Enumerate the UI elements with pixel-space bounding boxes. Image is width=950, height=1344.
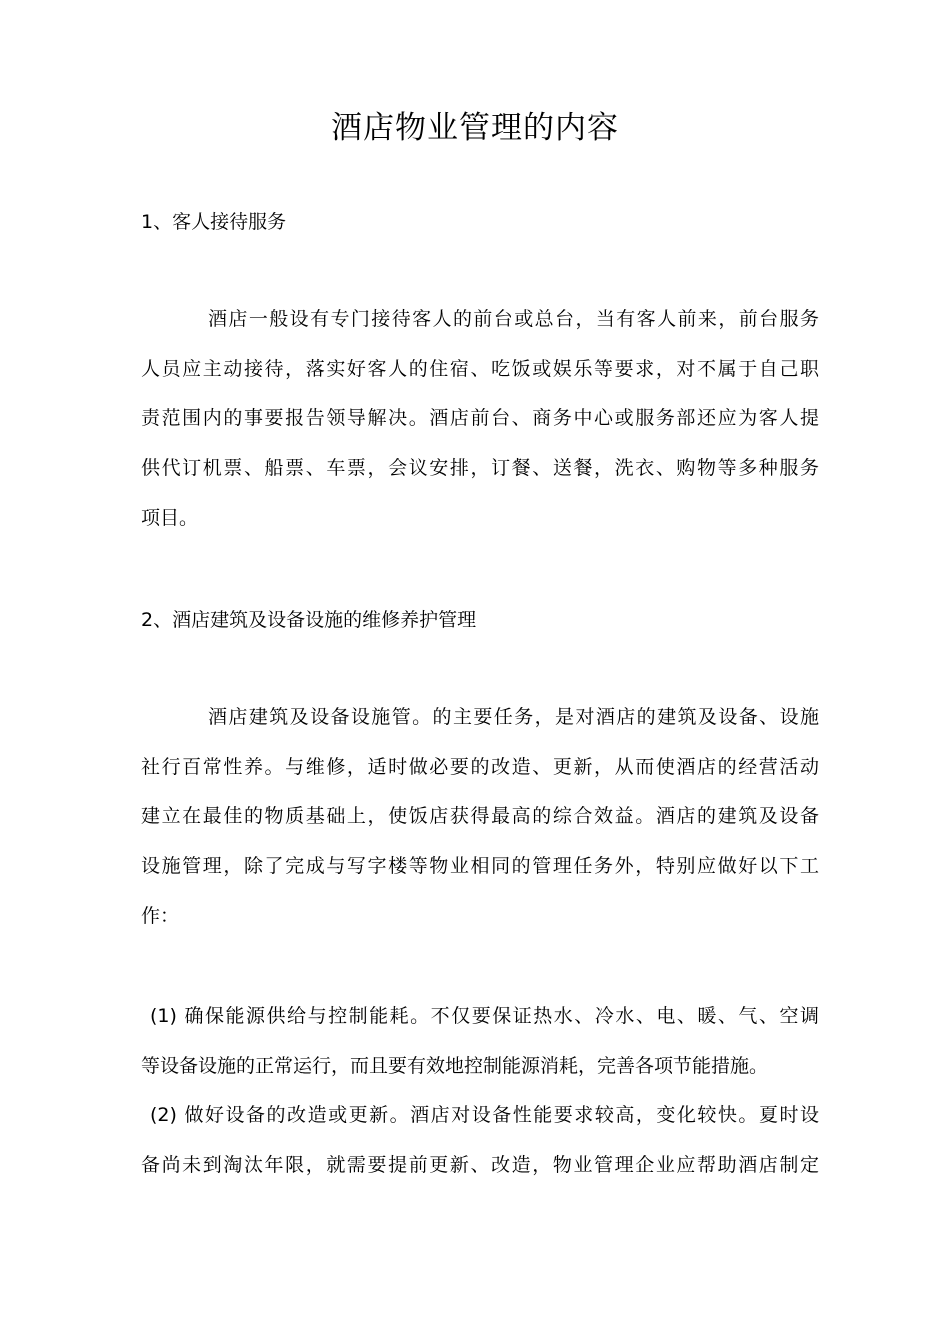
section-heading-1: 1、客人接待服务 xyxy=(141,211,287,233)
section-heading-2: 2、酒店建筑及设备设施的维修养护管理 xyxy=(141,609,477,631)
list-item-line: 等设备设施的正常运行，而且要有效地控制能源消耗，完善各项节能措施。 xyxy=(141,1054,769,1077)
paragraph-line: 社行百常性养。与维修，适时做必要的改造、更新，从而使酒店的经营活动 xyxy=(141,755,819,778)
section-2-paragraph xyxy=(141,693,819,941)
paragraph-line: 建立在最佳的物质基础上，使饭店获得最高的综合效益。酒店的建筑及设备 xyxy=(141,805,819,828)
section-1-paragraph xyxy=(141,295,819,543)
list-item-line: (2) 做好设备的改造或更新。酒店对设备性能要求较高，变化较快。夏时设 xyxy=(150,1104,819,1126)
document-title: 酒店物业管理的内容 xyxy=(331,110,619,146)
paragraph-line: 供代订机票、船票、车票，会议安排，订餐、送餐，洗衣、购物等多种服务 xyxy=(141,457,819,480)
list-item-line: 备尚未到淘汰年限，就需要提前更新、改造，物业管理企业应帮助酒店制定 xyxy=(141,1153,819,1176)
paragraph-line: 酒店一般设有专门接待客人的前台或总台，当有客人前来，前台服务 xyxy=(208,308,819,330)
list-item-line: (1) 确保能源供给与控制能耗。不仅要保证热水、冷水、电、暖、气、空调 xyxy=(150,1005,819,1027)
paragraph-line: 人员应主动接待，落实好客人的住宿、吃饭或娱乐等要求，对不属于自己职 xyxy=(141,357,819,380)
paragraph-line: 酒店建筑及设备设施管。的主要任务，是对酒店的建筑及设备、设施 xyxy=(208,706,819,728)
paragraph-line: 责范围内的事要报告领导解决。酒店前台、商务中心或服务部还应为客人提 xyxy=(141,407,819,430)
paragraph-line: 设施管理，除了完成与写字楼等物业相同的管理任务外，特别应做好以下工 xyxy=(141,855,819,878)
list-item-1 xyxy=(141,992,819,1091)
list-item-2 xyxy=(141,1091,819,1190)
paragraph-line: 作： xyxy=(141,904,180,927)
paragraph-line: 项目。 xyxy=(141,506,199,529)
